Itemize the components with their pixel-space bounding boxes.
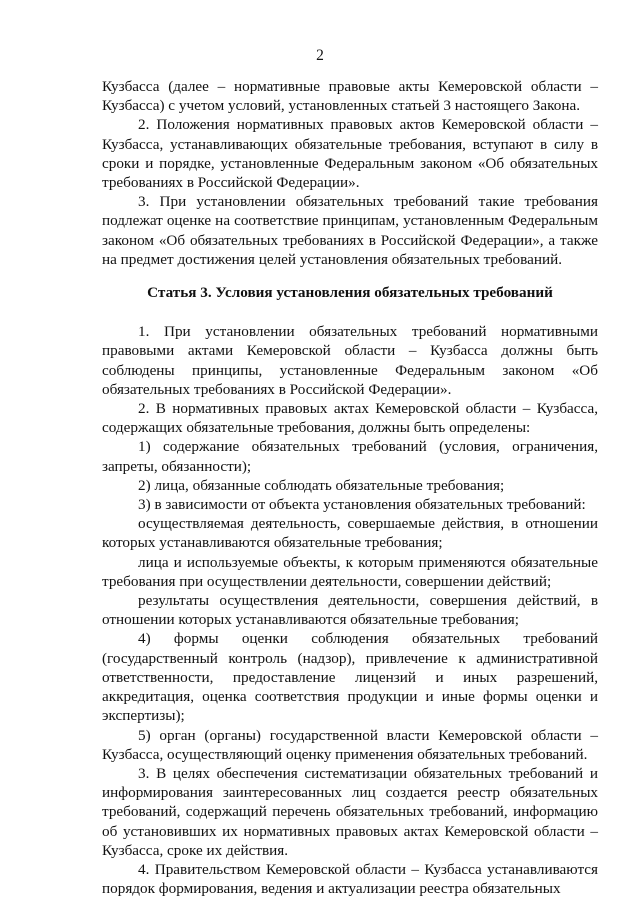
paragraph: 3. В целях обеспечения систематизации обязательных требований и информирования заинтересованных лиц создается реестр обязательных требований, содержащий перечень обязательных требований, информацию об установивших их нормативных правовых актах Кемеровской области – Кузбасса, сроке их действия. [102, 764, 598, 859]
list-item: 4) формы оценки соблюдения обязательных требований (государственный контроль (надзор), привлечение к административной ответственности, предоставление лицензий и иных разрешений, аккредитация, оценка соответствия продукции и иные формы оценки и экспертизы); [102, 630, 598, 725]
article-heading: Статья 3. Условия установления обязательных требований [147, 284, 553, 302]
paragraph: 4. Правительством Кемеровской области – Кузбасса устанавливаются порядок формирования, ведения и актуализации реестра обязательных [102, 860, 598, 898]
page-number: 2 [316, 47, 324, 64]
list-item: 5) орган (органы) государственной власти Кемеровской области – Кузбасса, осуществляющий оценку применения обязательных требований. [102, 726, 598, 763]
document-body [102, 77, 598, 898]
list-item: 1) содержание обязательных требований (условия, ограничения, запреты, обязанности); [102, 438, 598, 475]
sub-list-item: результаты осуществления деятельности, совершения действий, в отношении которых устанавливаются обязательные требования; [102, 592, 598, 629]
list-item: 2) лица, обязанные соблюдать обязательные требования; [138, 476, 505, 494]
list-item: 3) в зависимости от объекта установления обязательных требований: [138, 496, 586, 514]
paragraph: 1. При установлении обязательных требований нормативными правовыми актами Кемеровской области – Кузбасса должны быть соблюдены принципы, установленные Федеральным законом «Об обязательных требованиях в Российской Федерации». [102, 323, 598, 398]
sub-list-item: осуществляемая деятельность, совершаемые действия, в отношении которых устанавливаются обязательные требования; [102, 515, 598, 552]
paragraph: 2. В нормативных правовых актах Кемеровской области – Кузбасса, содержащих обязательные требования, должны быть определены: [102, 400, 598, 437]
paragraph: Кузбасса (далее – нормативные правовые акты Кемеровской области – Кузбасса) с учетом условий, установленных статьей 3 настоящего Закона. [102, 78, 598, 115]
paragraph: 2. Положения нормативных правовых актов Кемеровской области – Кузбасса, устанавливающих обязательные требования, вступают в силу в сроки и порядке, установленные Федеральным законом «Об обязательных требованиях в Российской Федерации». [102, 116, 598, 192]
paragraph: 3. При установлении обязательных требований такие требования подлежат оценке на соответствие принципам, установленным Федеральным законом «Об обязательных требованиях в Российской Федерации», а также на предмет достижения целей установления обязательных требований. [102, 193, 598, 268]
sub-list-item: лица и используемые объекты, к которым применяются обязательные требования при осуществлении деятельности, совершении действий; [102, 553, 598, 590]
